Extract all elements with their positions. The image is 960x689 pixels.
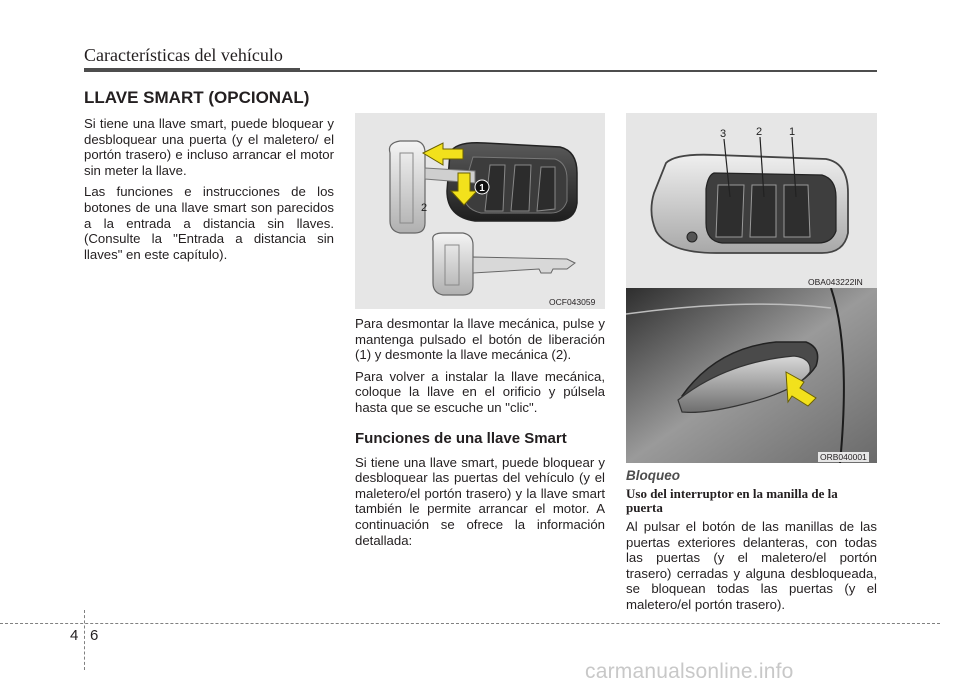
callout-label: 1 [789,126,796,138]
mechanical-key-illustration [355,113,605,309]
page-number: 6 [90,627,99,644]
watermark: carmanualsonline.info [585,660,794,683]
door-handle-illustration [626,288,877,463]
paragraph: Si tiene una llave smart, puede bloquear y desbloquear una puerta (y el maletero/ el portón trasero) e incluso arrancar el motor sin meter la llave. [84,116,334,178]
italic-heading: Bloqueo [626,468,680,483]
header-bar [84,68,300,72]
callout-label: 2 [421,202,428,214]
figure-code: ORB040001 [820,452,867,462]
figure-code: OBA043222IN [808,277,863,287]
paragraph: Si tiene una llave smart, puede bloquear y desbloquear las puertas del vehículo (y el maletero/el portón trasero) y la llave smart también le permite arrancar el motor. A continuación se ofrece la información detallada: [355,454,605,548]
smart-key-illustration [626,113,877,288]
callout-label: 3 [720,128,727,140]
figure-door-handle [626,288,877,463]
serif-heading: Uso del interruptor en la manilla de la puerta [626,486,838,515]
column-middle [355,316,605,554]
callout-label: 1 [479,183,485,194]
paragraph: Para volver a instalar la llave mecánica, coloque la llave en el orificio y púlsela hasta que se escuche un "clic". [355,368,605,415]
subsection-heading: Funciones de una llave Smart [355,429,567,447]
callout-label: 2 [756,126,763,138]
figure-smart-key-buttons [626,113,877,288]
figure-mechanical-key [355,113,605,309]
footer-rule [0,623,940,624]
footer-divider [84,610,85,670]
column-left [84,116,334,268]
figure-code: OCF043059 [549,297,596,307]
section-title: LLAVE SMART (OPCIONAL) [84,88,310,107]
paragraph: Al pulsar el botón de las manillas de las puertas exteriores delanteras, con todas las puertas (y el maletero/el portón trasero) cerradas y alguna desbloqueada, se bloquean todas las puertas (y el maletero/el portón trasero). [626,519,877,612]
column-right [626,468,877,619]
page-header-title: Características del vehículo [84,45,283,65]
chapter-number: 4 [70,627,79,644]
paragraph: Para desmontar la llave mecánica, pulse y mantenga pulsado el botón de liberación (1) y desmonte la llave mecánica (2). [355,316,605,363]
paragraph: Las funciones e instrucciones de los botones de una llave smart son parecidos a la entrada a distancia sin llaves. (Consulte la "Entrada a distancia sin llaves" en este capítulo). [84,184,334,262]
header-rule [300,70,877,72]
